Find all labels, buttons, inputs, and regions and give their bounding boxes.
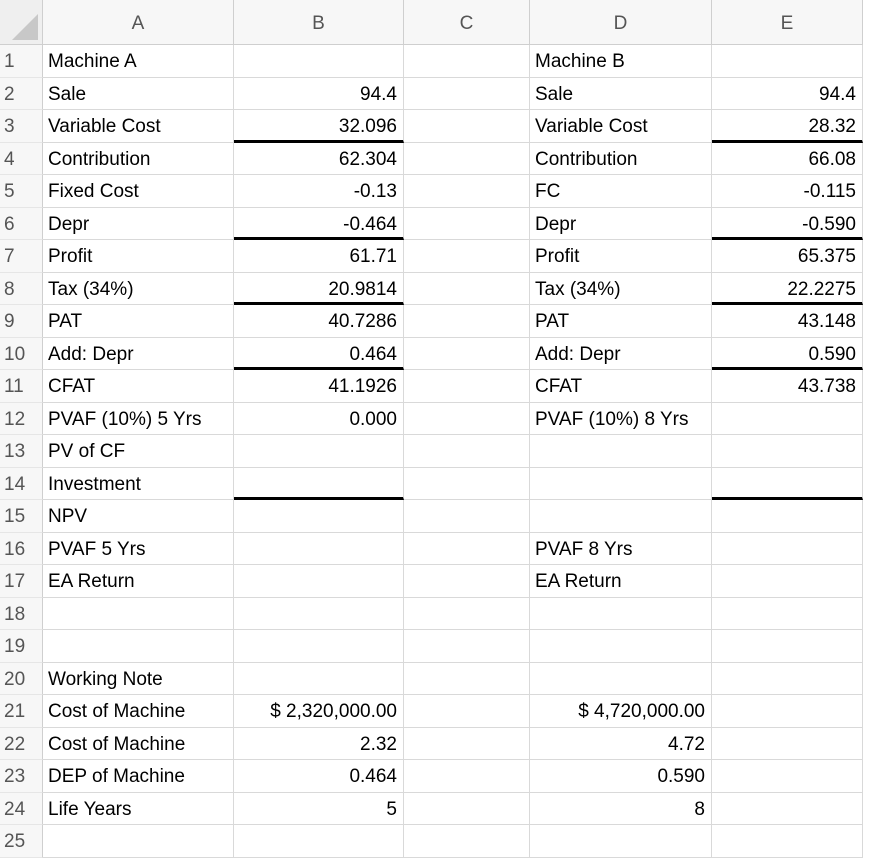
cell-c14[interactable] (404, 468, 530, 501)
cell-b10[interactable]: 0.464 (234, 338, 404, 371)
cell-c13[interactable] (404, 435, 530, 468)
cell-a5[interactable]: Fixed Cost (43, 175, 234, 208)
cell-e19[interactable] (712, 630, 863, 663)
cell-e20[interactable] (712, 663, 863, 696)
row-header[interactable]: 9 (0, 305, 43, 338)
row-header[interactable]: 10 (0, 338, 43, 371)
table-row (0, 728, 863, 761)
cell-a15[interactable]: NPV (43, 500, 234, 533)
column-headers (43, 0, 863, 45)
cell-c20[interactable] (404, 663, 530, 696)
cell-a7[interactable]: Profit (43, 240, 234, 273)
cell-c7[interactable] (404, 240, 530, 273)
row-header[interactable]: 14 (0, 468, 43, 501)
cell-b23[interactable]: 0.464 (234, 760, 404, 793)
cell-d15[interactable] (530, 500, 712, 533)
cell-b18[interactable] (234, 598, 404, 631)
table-row (0, 695, 863, 728)
cell-b20[interactable] (234, 663, 404, 696)
table-row (0, 208, 863, 241)
cell-d9[interactable]: PAT (530, 305, 712, 338)
row-header[interactable]: 17 (0, 565, 43, 598)
cell-e2[interactable]: 94.4 (712, 78, 863, 111)
cell-c10[interactable] (404, 338, 530, 371)
row-header[interactable]: 8 (0, 273, 43, 306)
cell-e17[interactable] (712, 565, 863, 598)
table-row (0, 793, 863, 826)
cell-b17[interactable] (234, 565, 404, 598)
cell-b15[interactable] (234, 500, 404, 533)
row-header[interactable]: 7 (0, 240, 43, 273)
column-header-a[interactable]: A (43, 0, 234, 45)
cell-b3[interactable]: 32.096 (234, 110, 404, 143)
cell-d17[interactable]: EA Return (530, 565, 712, 598)
cell-a3[interactable]: Variable Cost (43, 110, 234, 143)
cell-a16[interactable]: PVAF 5 Yrs (43, 533, 234, 566)
row-header[interactable]: 2 (0, 78, 43, 111)
row-header[interactable]: 20 (0, 663, 43, 696)
cell-e15[interactable] (712, 500, 863, 533)
row-header[interactable]: 1 (0, 45, 43, 78)
cell-c25[interactable] (404, 825, 530, 858)
table-row (0, 370, 863, 403)
cell-b24[interactable]: 5 (234, 793, 404, 826)
row-header[interactable]: 11 (0, 370, 43, 403)
cell-e21[interactable] (712, 695, 863, 728)
cell-b4[interactable]: 62.304 (234, 143, 404, 176)
cell-d11[interactable]: CFAT (530, 370, 712, 403)
cell-b13[interactable] (234, 435, 404, 468)
cell-d22[interactable]: 4.72 (530, 728, 712, 761)
table-row (0, 468, 863, 501)
cell-c3[interactable] (404, 110, 530, 143)
cell-e6[interactable]: -0.590 (712, 208, 863, 241)
cell-d16[interactable]: PVAF 8 Yrs (530, 533, 712, 566)
table-row (0, 435, 863, 468)
cell-e10[interactable]: 0.590 (712, 338, 863, 371)
table-row (0, 110, 863, 143)
cell-e5[interactable]: -0.115 (712, 175, 863, 208)
cell-e3[interactable]: 28.32 (712, 110, 863, 143)
cell-b21[interactable]: $ 2,320,000.00 (234, 695, 404, 728)
cell-b2[interactable]: 94.4 (234, 78, 404, 111)
cell-a12[interactable]: PVAF (10%) 5 Yrs (43, 403, 234, 436)
cell-a22[interactable]: Cost of Machine (43, 728, 234, 761)
cell-b7[interactable]: 61.71 (234, 240, 404, 273)
cell-c18[interactable] (404, 598, 530, 631)
column-header-d[interactable]: D (530, 0, 712, 45)
cell-d6[interactable]: Depr (530, 208, 712, 241)
cell-c6[interactable] (404, 208, 530, 241)
column-header-c[interactable]: C (404, 0, 530, 45)
cell-b14[interactable] (234, 468, 404, 501)
cell-d25[interactable] (530, 825, 712, 858)
cell-a14[interactable]: Investment (43, 468, 234, 501)
table-row (0, 45, 863, 78)
cell-a23[interactable]: DEP of Machine (43, 760, 234, 793)
cell-a21[interactable]: Cost of Machine (43, 695, 234, 728)
table-row (0, 598, 863, 631)
cell-d3[interactable]: Variable Cost (530, 110, 712, 143)
cell-e13[interactable] (712, 435, 863, 468)
row-header[interactable]: 23 (0, 760, 43, 793)
row-header[interactable]: 19 (0, 630, 43, 663)
cell-a6[interactable]: Depr (43, 208, 234, 241)
cell-d13[interactable] (530, 435, 712, 468)
cell-e7[interactable]: 65.375 (712, 240, 863, 273)
table-row (0, 143, 863, 176)
table-row (0, 240, 863, 273)
cell-a2[interactable]: Sale (43, 78, 234, 111)
cell-a1[interactable]: Machine A (43, 45, 234, 78)
row-header[interactable]: 13 (0, 435, 43, 468)
cell-c8[interactable] (404, 273, 530, 306)
table-row (0, 500, 863, 533)
cell-e8[interactable]: 22.2275 (712, 273, 863, 306)
cell-b11[interactable]: 41.1926 (234, 370, 404, 403)
table-row (0, 273, 863, 306)
cell-c21[interactable] (404, 695, 530, 728)
cell-d5[interactable]: FC (530, 175, 712, 208)
cell-d14[interactable] (530, 468, 712, 501)
cell-a20[interactable]: Working Note (43, 663, 234, 696)
cell-e11[interactable]: 43.738 (712, 370, 863, 403)
cell-a8[interactable]: Tax (34%) (43, 273, 234, 306)
cell-b22[interactable]: 2.32 (234, 728, 404, 761)
row-header[interactable]: 4 (0, 143, 43, 176)
cell-e18[interactable] (712, 598, 863, 631)
table-row (0, 533, 863, 566)
row-header[interactable]: 18 (0, 598, 43, 631)
cell-e25[interactable] (712, 825, 863, 858)
cell-a18[interactable] (43, 598, 234, 631)
cell-c4[interactable] (404, 143, 530, 176)
cell-d24[interactable]: 8 (530, 793, 712, 826)
cell-a10[interactable]: Add: Depr (43, 338, 234, 371)
cell-a24[interactable]: Life Years (43, 793, 234, 826)
cell-c23[interactable] (404, 760, 530, 793)
cell-c5[interactable] (404, 175, 530, 208)
cell-e9[interactable]: 43.148 (712, 305, 863, 338)
select-all-icon (12, 14, 38, 40)
select-all-corner[interactable] (0, 0, 43, 45)
table-row (0, 630, 863, 663)
cell-e23[interactable] (712, 760, 863, 793)
cell-a25[interactable] (43, 825, 234, 858)
table-row (0, 760, 863, 793)
cell-d18[interactable] (530, 598, 712, 631)
cell-d21[interactable]: $ 4,720,000.00 (530, 695, 712, 728)
cell-b9[interactable]: 40.7286 (234, 305, 404, 338)
cell-c12[interactable] (404, 403, 530, 436)
cell-c1[interactable] (404, 45, 530, 78)
table-row (0, 78, 863, 111)
cell-d23[interactable]: 0.590 (530, 760, 712, 793)
cell-d20[interactable] (530, 663, 712, 696)
cell-b16[interactable] (234, 533, 404, 566)
cell-c11[interactable] (404, 370, 530, 403)
table-row (0, 565, 863, 598)
row-header[interactable]: 25 (0, 825, 43, 858)
cell-c16[interactable] (404, 533, 530, 566)
cell-a19[interactable] (43, 630, 234, 663)
cell-b6[interactable]: -0.464 (234, 208, 404, 241)
cell-b5[interactable]: -0.13 (234, 175, 404, 208)
cell-e1[interactable] (712, 45, 863, 78)
table-row (0, 338, 863, 371)
cell-c9[interactable] (404, 305, 530, 338)
row-header[interactable]: 21 (0, 695, 43, 728)
table-row (0, 305, 863, 338)
cell-b8[interactable]: 20.9814 (234, 273, 404, 306)
cell-b19[interactable] (234, 630, 404, 663)
row-header[interactable]: 24 (0, 793, 43, 826)
cell-c17[interactable] (404, 565, 530, 598)
cell-e4[interactable]: 66.08 (712, 143, 863, 176)
cell-d10[interactable]: Add: Depr (530, 338, 712, 371)
cell-d7[interactable]: Profit (530, 240, 712, 273)
row-header[interactable]: 15 (0, 500, 43, 533)
cell-e22[interactable] (712, 728, 863, 761)
cell-d12[interactable]: PVAF (10%) 8 Yrs (530, 403, 712, 436)
column-header-e[interactable]: E (712, 0, 863, 45)
cell-a4[interactable]: Contribution (43, 143, 234, 176)
cell-d2[interactable]: Sale (530, 78, 712, 111)
row-header[interactable]: 16 (0, 533, 43, 566)
table-row (0, 403, 863, 436)
row-header[interactable]: 3 (0, 110, 43, 143)
cell-c19[interactable] (404, 630, 530, 663)
cell-d1[interactable]: Machine B (530, 45, 712, 78)
cell-e16[interactable] (712, 533, 863, 566)
cell-e12[interactable] (712, 403, 863, 436)
cell-b25[interactable] (234, 825, 404, 858)
cell-e24[interactable] (712, 793, 863, 826)
table-row (0, 825, 863, 858)
row-header[interactable]: 5 (0, 175, 43, 208)
cell-d4[interactable]: Contribution (530, 143, 712, 176)
cell-d8[interactable]: Tax (34%) (530, 273, 712, 306)
cell-b1[interactable] (234, 45, 404, 78)
cell-a13[interactable]: PV of CF (43, 435, 234, 468)
cell-c2[interactable] (404, 78, 530, 111)
cell-c15[interactable] (404, 500, 530, 533)
cell-a11[interactable]: CFAT (43, 370, 234, 403)
cell-c24[interactable] (404, 793, 530, 826)
grid (0, 45, 863, 858)
table-row (0, 175, 863, 208)
row-header[interactable]: 22 (0, 728, 43, 761)
cell-c22[interactable] (404, 728, 530, 761)
cell-a17[interactable]: EA Return (43, 565, 234, 598)
row-header[interactable]: 6 (0, 208, 43, 241)
cell-e14[interactable] (712, 468, 863, 501)
row-header[interactable]: 12 (0, 403, 43, 436)
cell-b12[interactable]: 0.000 (234, 403, 404, 436)
column-header-b[interactable]: B (234, 0, 404, 45)
cell-a9[interactable]: PAT (43, 305, 234, 338)
cell-d19[interactable] (530, 630, 712, 663)
table-row (0, 663, 863, 696)
